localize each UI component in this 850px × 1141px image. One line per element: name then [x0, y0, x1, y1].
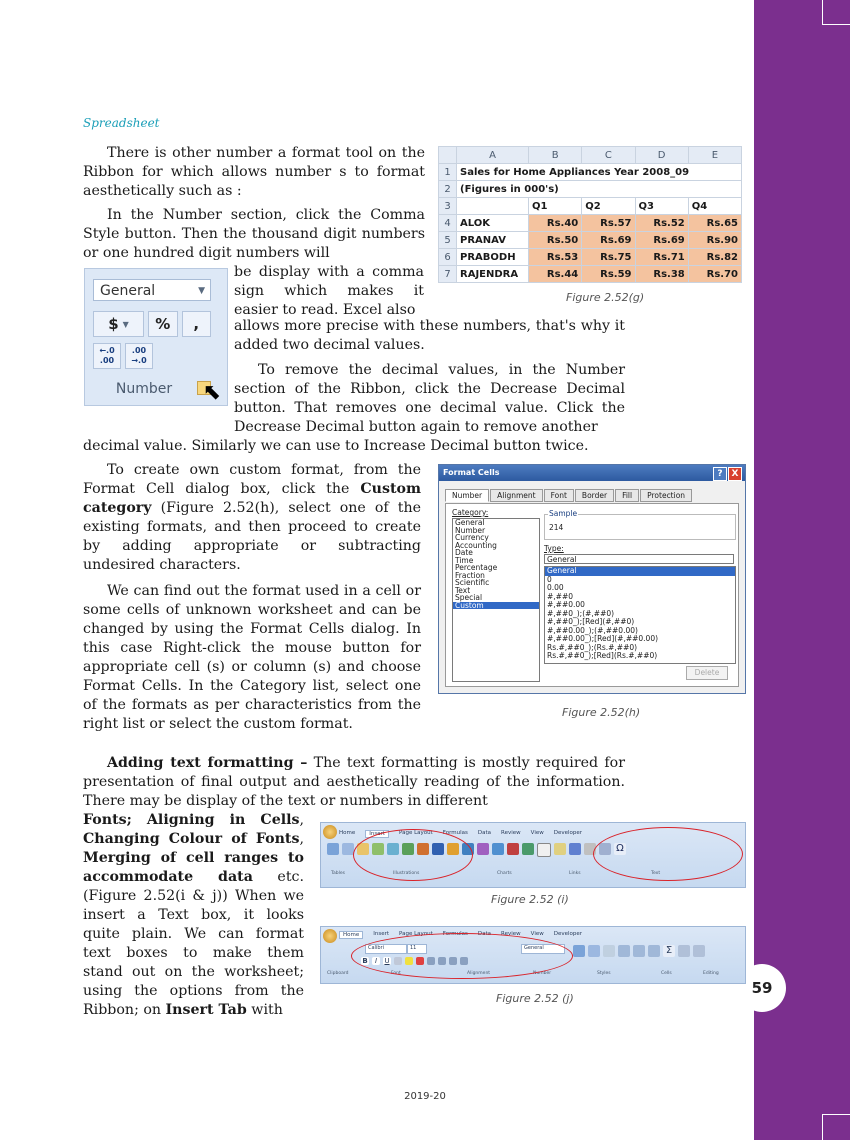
type-item[interactable]: 0.00 — [547, 583, 564, 592]
paragraph-7-t1: , — [299, 812, 304, 828]
col-header[interactable]: A — [457, 147, 529, 164]
name-cell[interactable]: PRANAV — [457, 232, 529, 249]
value-cell[interactable]: Rs.38 — [635, 266, 688, 283]
currency-button[interactable] — [93, 311, 144, 337]
row-number[interactable]: 4 — [439, 215, 457, 232]
increase-decimal-button[interactable] — [93, 343, 121, 369]
italic-icon[interactable]: I — [372, 957, 380, 965]
insert-cells-icon[interactable] — [618, 945, 630, 957]
delete-button[interactable]: Delete — [686, 666, 728, 680]
percent-icon: % — [155, 315, 171, 333]
bold-icon[interactable]: B — [362, 957, 368, 965]
home-ribbon-figure — [320, 926, 746, 984]
ribbon-tab[interactable]: Data — [477, 830, 492, 836]
paragraph-2-top: In the Number section, click the Comma Style button. Then the thousand digit numbers or one hundred digit numbers will — [83, 207, 425, 261]
ribbon-tab[interactable]: Page Layout — [399, 931, 433, 937]
figure-caption-h: Figure 2.52(h) — [562, 706, 641, 719]
find-select-icon[interactable] — [693, 945, 705, 957]
row-number[interactable]: 6 — [439, 249, 457, 266]
other-charts-icon[interactable] — [507, 843, 519, 855]
col-header[interactable]: D — [635, 147, 688, 164]
decrease-decimal-button[interactable] — [125, 343, 153, 369]
wordart-icon[interactable] — [569, 843, 581, 855]
group-label-text: Text — [651, 871, 661, 876]
row-number[interactable]: 1 — [439, 164, 457, 181]
row-number[interactable]: 2 — [439, 181, 457, 198]
conditional-formatting-icon[interactable] — [573, 945, 585, 957]
paragraph-4-bold: Custom category — [83, 481, 421, 516]
category-item-selected[interactable]: Custom — [453, 602, 539, 610]
dialog-title: Format Cells — [443, 468, 500, 477]
tab-number[interactable]: Number — [445, 489, 489, 502]
type-item[interactable]: #,##0.00_);[Red](#,##0.00) — [547, 634, 659, 643]
value-cell[interactable]: Rs.53 — [529, 249, 582, 266]
tab-protection[interactable]: Protection — [640, 489, 692, 502]
paragraph-6-bold: Adding text formatting – — [107, 755, 308, 771]
ribbon-tab[interactable]: Data — [477, 931, 492, 937]
type-item[interactable]: #,##0.00_);(#,##0.00) — [547, 625, 638, 635]
delete-cells-icon[interactable] — [633, 945, 645, 957]
ribbon-tab[interactable]: View — [530, 830, 544, 836]
tab-fill[interactable]: Fill — [615, 489, 639, 502]
header-footer-icon[interactable] — [554, 843, 566, 855]
quarter-header[interactable]: Q3 — [635, 198, 688, 215]
paragraph-7 — [83, 811, 304, 1020]
office-button-icon[interactable] — [323, 825, 337, 839]
name-cell[interactable]: ALOK — [457, 215, 529, 232]
value-cell[interactable]: Rs.82 — [688, 249, 741, 266]
decrease-decimal-icon: .00 →.0 — [131, 346, 147, 365]
font-name-dropdown[interactable]: Calibri — [365, 944, 407, 954]
sum-icon[interactable]: Σ — [663, 945, 675, 957]
hyperlink-icon[interactable] — [522, 843, 534, 855]
figure-caption-i: Figure 2.52 (i) — [491, 893, 569, 906]
pivottable-icon[interactable] — [327, 843, 339, 855]
sample-box — [544, 509, 736, 540]
ribbon-tab[interactable]: Formulas — [442, 931, 468, 937]
type-item[interactable]: #,##0_);(#,##0) — [547, 608, 615, 618]
mouse-pointer-icon: ⬉ — [202, 380, 221, 405]
category-item[interactable]: Text — [455, 585, 471, 595]
corner-cell — [439, 147, 457, 164]
spreadsheet-figure — [438, 146, 742, 286]
paragraph-2-full: allows more precise with these numbers, that's why it added two decimal values. — [234, 318, 625, 353]
highlight-oval — [353, 829, 473, 881]
type-list[interactable] — [544, 566, 736, 664]
group-label-clipboard: Clipboard — [327, 971, 349, 976]
quarter-header[interactable]: Q1 — [529, 198, 582, 215]
row-number[interactable]: 5 — [439, 232, 457, 249]
ribbon-tab[interactable]: Review — [501, 830, 521, 836]
category-item[interactable]: Accounting — [455, 540, 497, 550]
format-cells-icon[interactable] — [648, 945, 660, 957]
title-cell[interactable]: Sales for Home Appliances Year 2008_09 — [457, 164, 742, 181]
percent-style-button[interactable] — [148, 311, 177, 337]
chevron-down-icon: ▼ — [122, 319, 129, 329]
value-cell[interactable]: Rs.71 — [635, 249, 688, 266]
ribbon-tab[interactable]: Page Layout — [399, 830, 433, 836]
paragraph-7-b3: Merging of cell ranges to accommodate data — [83, 850, 304, 885]
paragraph-3-full: decimal value. Similarly we can use to Increase Decimal button twice. — [83, 438, 589, 454]
group-label-cells: Cells — [661, 971, 672, 976]
value-cell[interactable]: Rs.50 — [529, 232, 582, 249]
number-group-label: Number — [115, 381, 173, 397]
scatter-chart-icon[interactable] — [492, 843, 504, 855]
paragraph-2-wrap: be display with a comma sign which makes it easier to read. Excel also — [234, 264, 424, 318]
category-item[interactable]: General — [455, 518, 485, 527]
paragraph-3-wrap: To remove the decimal values, in the Number section of the Ribbon, click the Decrease Decimal button. That removes one decimal value. Click the Decrease Decimal button again to remove another — [234, 362, 625, 435]
figure-caption-g: Figure 2.52(g) — [566, 291, 645, 304]
paragraph-7-b4: Insert Tab — [165, 1002, 247, 1018]
type-item[interactable]: 0 — [547, 574, 552, 584]
row-number[interactable]: 3 — [439, 198, 457, 215]
type-item[interactable]: Rs.#,##0_);[Red](Rs.#,##0) — [547, 651, 658, 660]
running-head: Spreadsheet — [83, 116, 160, 130]
number-format-dropdown[interactable] — [93, 279, 211, 301]
tab-border[interactable]: Border — [575, 489, 614, 502]
number-tab-panel — [445, 503, 739, 687]
value-cell[interactable]: Rs.44 — [529, 266, 582, 283]
number-format-dropdown[interactable]: General — [521, 944, 565, 954]
ribbon-tab[interactable]: Review — [501, 931, 521, 937]
type-input[interactable]: General — [544, 554, 734, 564]
format-as-table-icon[interactable] — [588, 945, 600, 957]
paragraph-7-t4: with — [246, 1002, 283, 1018]
value-cell[interactable]: Rs.59 — [582, 266, 635, 283]
value-cell[interactable]: Rs.69 — [635, 232, 688, 249]
group-label-font: Font — [391, 971, 401, 976]
category-item[interactable]: Percentage — [455, 563, 498, 572]
tab-alignment[interactable]: Alignment — [490, 489, 542, 502]
type-item[interactable]: Rs.#,##0_);(Rs.#,##0) — [547, 642, 638, 652]
quarter-header[interactable]: Q4 — [688, 198, 741, 215]
type-item[interactable]: #,##0.00 — [547, 600, 585, 609]
ribbon-icon-row — [573, 945, 705, 957]
col-header[interactable]: C — [582, 147, 635, 164]
sample-value: 214 — [549, 523, 564, 532]
value-cell[interactable]: Rs.65 — [688, 215, 741, 232]
paragraph-5: We can find out the format used in a cell or some cells of unknown worksheet and can be changed by using the Format Cells dialog. In this case Right-click the mouse button for appropriate cell (s) or column (s) and choose Format Cells. In the Category list, select one of the formats as per characteristics from the right list or select the custom format. — [83, 583, 421, 732]
category-item[interactable]: Currency — [455, 533, 489, 542]
ribbon-tab[interactable]: Developer — [553, 830, 583, 836]
footer-year: 2019-20 — [404, 1091, 446, 1102]
dialog-titlebar — [439, 465, 745, 481]
help-button[interactable]: ? — [713, 467, 727, 481]
ribbon-tab[interactable]: View — [530, 931, 544, 937]
chevron-down-icon: ▼ — [198, 286, 205, 296]
font-size-dropdown[interactable]: 11 — [407, 944, 427, 954]
name-cell[interactable]: RAJENDRA — [457, 266, 529, 283]
paragraph-4-a: To create own custom format, from the Format Cell dialog box, click the — [83, 462, 421, 497]
group-label-number: Number — [533, 971, 552, 976]
ribbon-tab[interactable]: Insert — [373, 931, 390, 937]
highlight-oval — [351, 933, 573, 979]
type-label: Type: — [544, 544, 564, 553]
highlight-oval — [593, 827, 743, 881]
row-number[interactable]: 7 — [439, 266, 457, 283]
paragraph-7-t3: etc. (Figure 2.52(i & j)) When we insert a Text box, it looks quite plain. We can format text boxes to make them stand out on the worksheet; using the options from the Ribbon; on — [83, 869, 304, 1018]
group-label-charts: Charts — [497, 871, 512, 876]
cell[interactable] — [457, 198, 529, 215]
type-item[interactable]: #,##0_);[Red](#,##0) — [547, 617, 635, 626]
text-box-icon[interactable] — [537, 843, 551, 857]
value-cell[interactable]: Rs.70 — [688, 266, 741, 283]
category-item[interactable]: Scientific — [455, 578, 490, 587]
crop-mark-top — [822, 0, 850, 25]
comma-style-button[interactable] — [182, 311, 211, 337]
type-item-selected[interactable]: General — [545, 567, 735, 576]
dollar-icon: $ — [108, 315, 119, 333]
underline-icon[interactable]: U — [384, 957, 390, 965]
area-chart-icon[interactable] — [477, 843, 489, 855]
category-item[interactable]: Time — [455, 555, 474, 565]
figure-caption-j: Figure 2.52 (j) — [496, 992, 574, 1005]
group-label-tables: Tables — [331, 871, 345, 876]
value-cell[interactable]: Rs.57 — [582, 215, 635, 232]
ribbon-tab-active[interactable]: Insert — [365, 830, 389, 838]
close-button[interactable]: X — [728, 467, 742, 481]
category-label: Category: — [452, 508, 489, 517]
cell-styles-icon[interactable] — [603, 945, 615, 957]
category-item[interactable]: Fraction — [455, 570, 485, 580]
paragraph-7-t2: , — [299, 831, 304, 847]
paragraph-4-c: (Figure 2.52(h), select one of the existing formats, and then proceed to create by adding appropriate or subtracting undesired characters. — [83, 500, 421, 573]
name-cell[interactable]: PRABODH — [457, 249, 529, 266]
symbol-icon[interactable]: Ω — [614, 843, 626, 855]
ribbon-tab[interactable]: Home — [339, 830, 356, 836]
value-cell[interactable]: Rs.90 — [688, 232, 741, 249]
category-item[interactable]: Date — [455, 548, 473, 557]
ribbon-tab-active[interactable]: Home — [339, 931, 363, 939]
sort-filter-icon[interactable] — [678, 945, 690, 957]
paragraph-7-b2: Changing Colour of Fonts — [83, 831, 300, 847]
value-cell[interactable]: Rs.69 — [582, 232, 635, 249]
paragraph-7-b1: Fonts; Aligning in Cells — [83, 812, 300, 828]
value-cell[interactable]: Rs.75 — [582, 249, 635, 266]
paragraph-6-rest: The text formatting is mostly required for presentation of final output and aesthetically reading of the information. There may be display of the text or numbers in different — [83, 755, 625, 809]
ribbon-tab[interactable]: Formulas — [442, 830, 468, 836]
crop-mark-bottom — [822, 1114, 850, 1141]
category-list[interactable] — [452, 518, 540, 682]
value-cell[interactable]: Rs.40 — [529, 215, 582, 232]
sample-label: Sample — [549, 509, 578, 518]
group-label-editing: Editing — [703, 971, 719, 976]
number-format-value: General — [100, 283, 156, 299]
category-item[interactable]: Special — [455, 593, 483, 602]
paragraph-1: There is other number a format tool on the Ribbon for which allows number s to format aesthetically such as : — [83, 145, 425, 199]
paragraph-6 — [83, 754, 625, 811]
subtitle-cell[interactable]: (Figures in 000's) — [457, 181, 742, 198]
number-format-group — [84, 268, 228, 406]
office-button-icon[interactable] — [323, 929, 337, 943]
category-item[interactable]: Number — [455, 525, 486, 535]
col-header[interactable]: B — [529, 147, 582, 164]
comma-icon: , — [193, 315, 200, 333]
type-item[interactable]: #,##0 — [547, 591, 574, 601]
quarter-header[interactable]: Q2 — [582, 198, 635, 215]
dialog-tabs — [445, 489, 692, 502]
tab-font[interactable]: Font — [544, 489, 574, 502]
col-header[interactable]: E — [688, 147, 741, 164]
ribbon-tab[interactable]: Developer — [553, 931, 583, 937]
page-number: 59 — [738, 964, 786, 1012]
paragraph-4 — [83, 461, 421, 575]
format-cells-dialog — [438, 464, 746, 694]
group-label-links: Links — [569, 871, 581, 876]
group-label-illustrations: Illustrations — [393, 871, 420, 876]
group-label-styles: Styles — [597, 971, 611, 976]
group-label-alignment: Alignment — [467, 971, 491, 976]
increase-decimal-icon: ←.0 .00 — [99, 346, 115, 365]
value-cell[interactable]: Rs.52 — [635, 215, 688, 232]
insert-ribbon-figure — [320, 822, 746, 888]
